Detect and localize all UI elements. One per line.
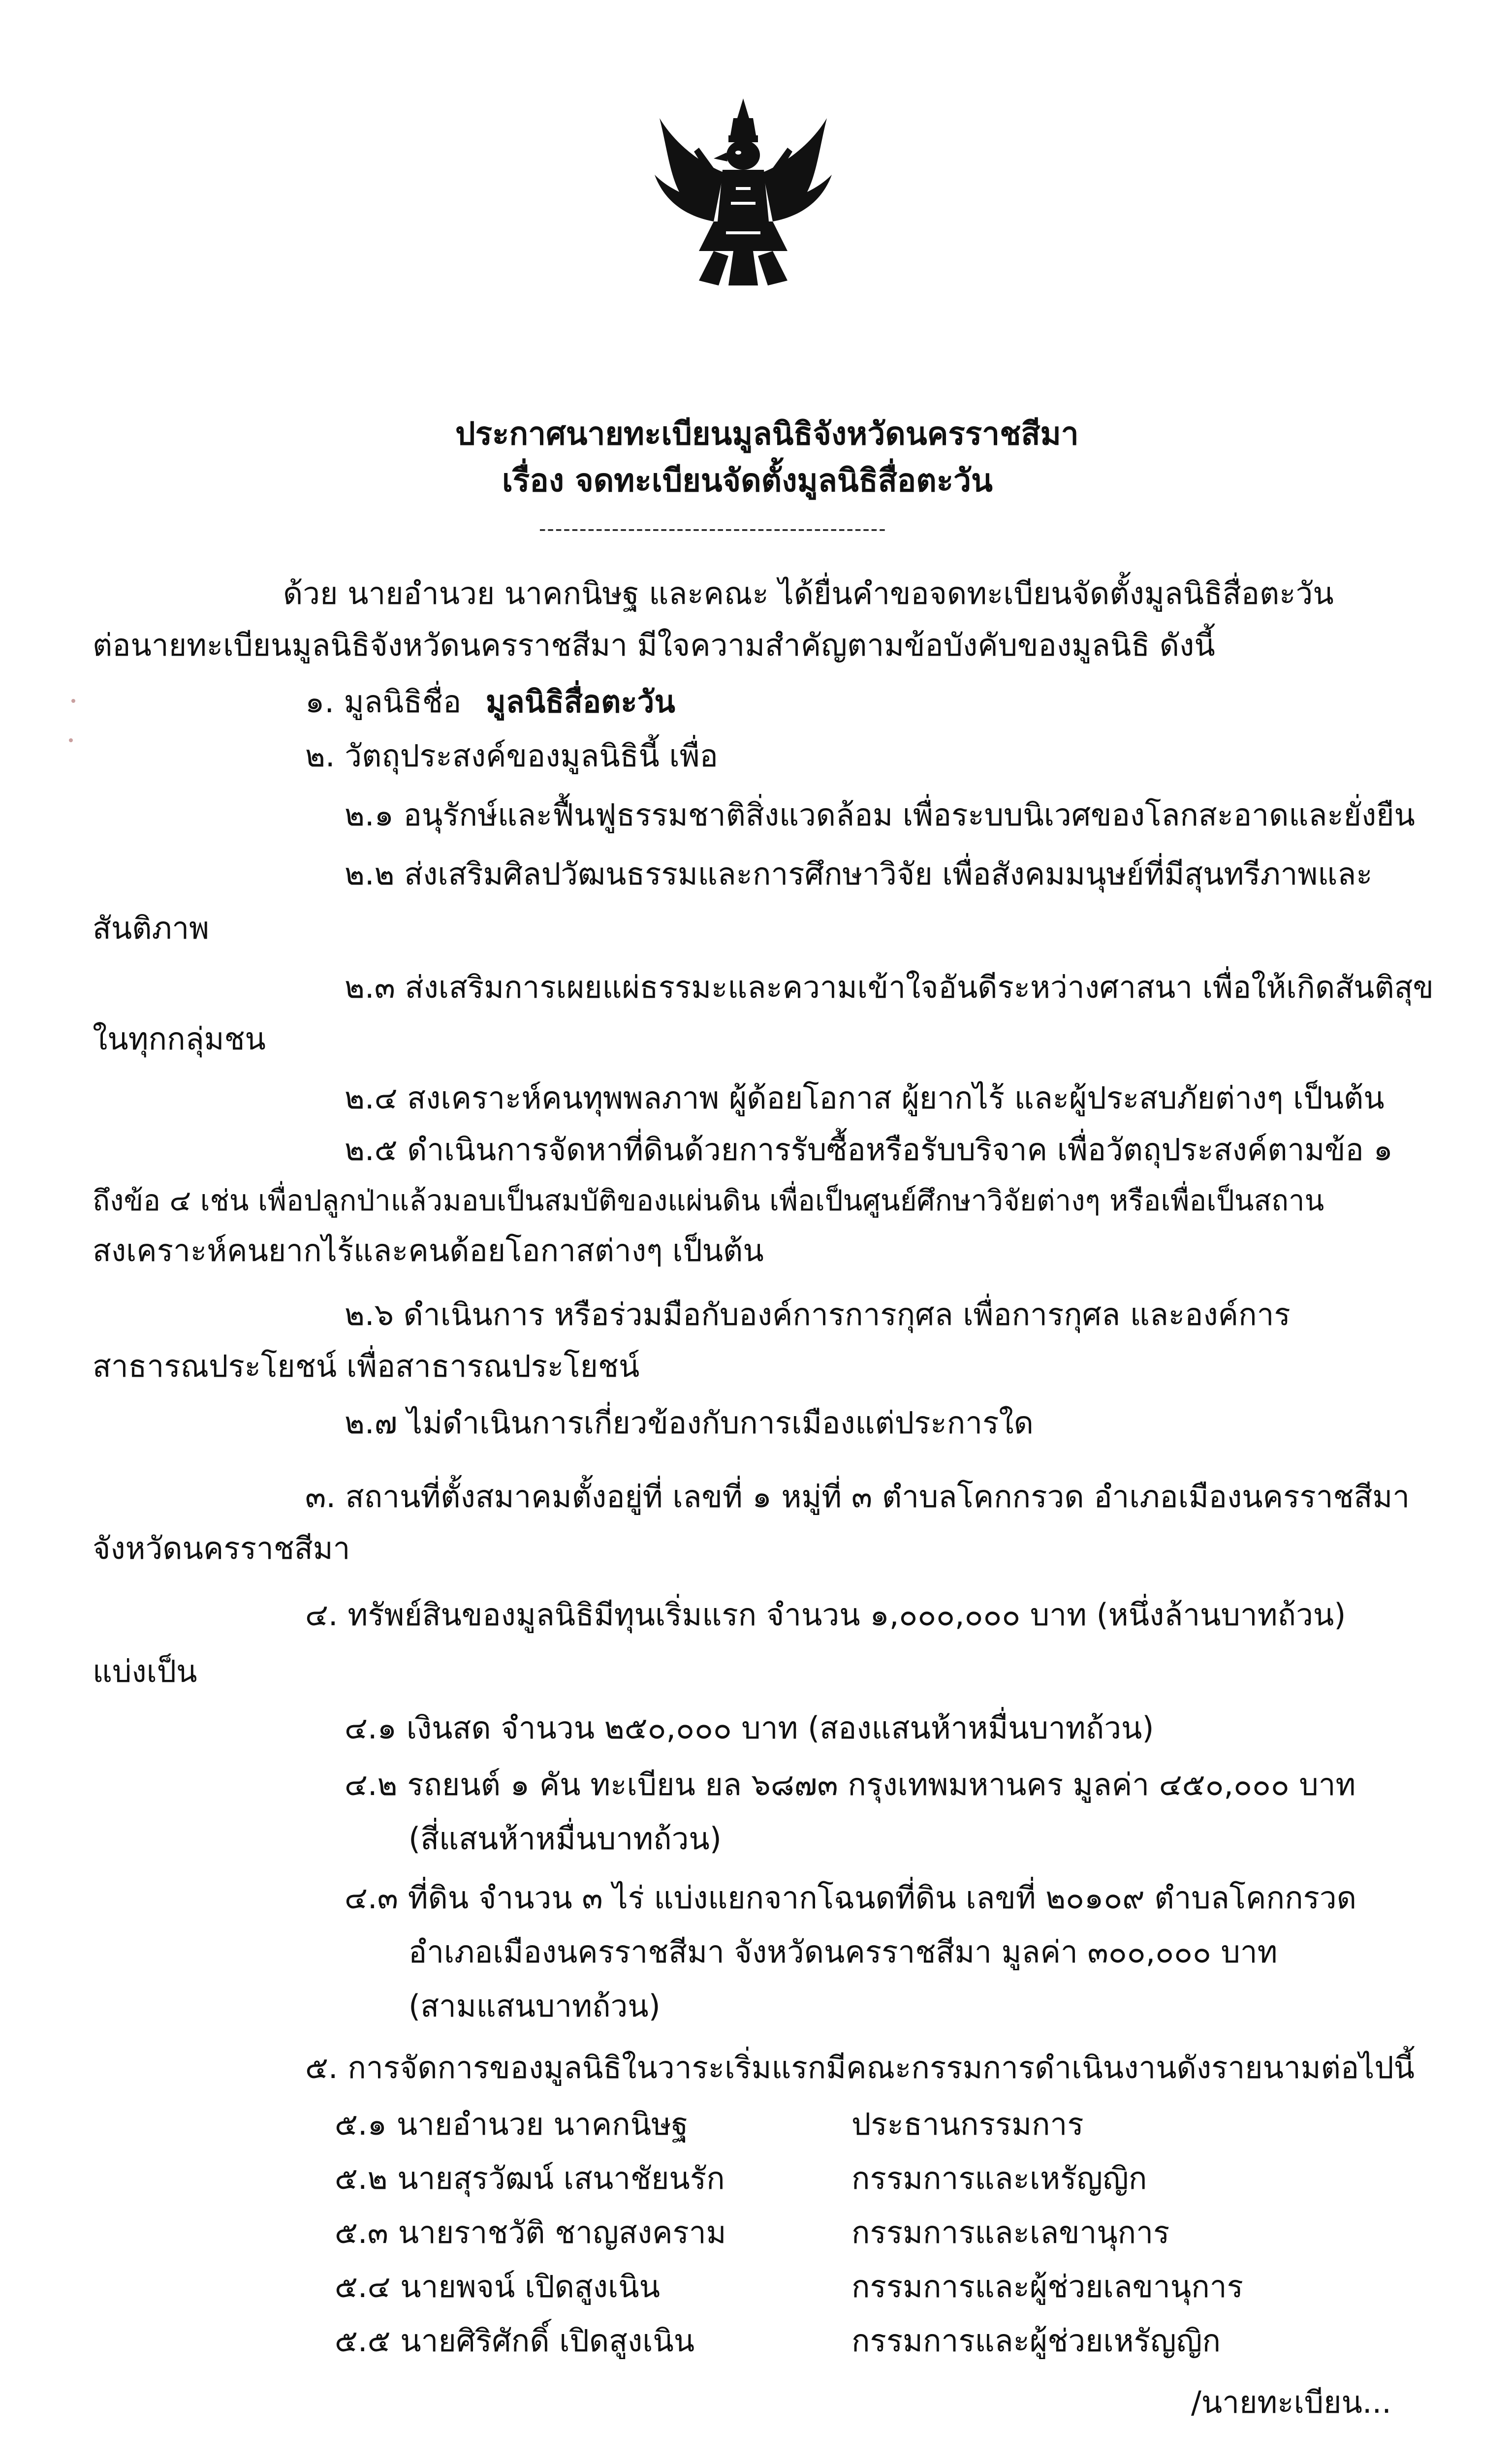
objective-2-7: ๒.๗ ไม่ดำเนินการเกี่ยวข้องกับการเมืองแต่ประการใด — [345, 1405, 1034, 1441]
intro-line2: ต่อนายทะเบียนมูลนิธิจังหวัดนครราชสีมา มีใจความสำคัญตามข้อบังคับของมูลนิธิ ดังนี้ — [93, 627, 1215, 663]
committee-member-name: ๕.๕ นายศิริศักดิ์ เปิดสูงเนิน — [335, 2323, 695, 2359]
speck-mark — [71, 699, 75, 703]
location-line2: จังหวัดนครราชสีมา — [93, 1530, 350, 1566]
committee-member-role: กรรมการและผู้ช่วยเหรัญญิก — [851, 2323, 1221, 2359]
page-title: ประกาศนายทะเบียนมูลนิธิจังหวัดนครราชสีมา — [455, 416, 1079, 452]
continuation-note: /นายทะเบียน... — [1191, 2384, 1391, 2420]
committee-member-name: ๕.๔ นายพจน์ เปิดสูงเนิน — [335, 2269, 660, 2304]
objective-2-2-line1: ๒.๒ ส่งเสริมศิลปวัฒนธรรมและการศึกษาวิจัย เพื่อสังคมมนุษย์ที่มีสุนทรีภาพและ — [345, 856, 1373, 892]
garuda-emblem-icon — [640, 89, 847, 295]
objectives-heading: ๒. วัตถุประสงค์ของมูลนิธินี้ เพื่อ — [305, 738, 718, 774]
objective-2-3-line1: ๒.๓ ส่งเสริมการเผยแผ่ธรรมะและความเข้าใจอันดีระหว่างศาสนา เพื่อให้เกิดสันติสุข — [345, 969, 1434, 1005]
location-line1: ๓. สถานที่ตั้งสมาคมตั้งอยู่ที่ เลขที่ ๑ หมู่ที่ ๓ ตำบลโคกกรวด อำเภอเมืองนครราชสีมา — [305, 1479, 1410, 1514]
objective-2-3-line2: ในทุกกลุ่มชน — [93, 1021, 266, 1057]
asset-4-1: ๔.๑ เงินสด จำนวน ๒๕๐,๐๐๐ บาท (สองแสนห้าหมื่นบาทถ้วน) — [345, 1710, 1154, 1746]
title-separator: ------------------------------------------- — [539, 518, 887, 540]
asset-4-2-line1: ๔.๒ รถยนต์ ๑ คัน ทะเบียน ยล ๖๘๗๓ กรุงเทพมหานคร มูลค่า ๔๕๐,๐๐๐ บาท — [345, 1767, 1356, 1802]
page-subtitle: เรื่อง จดทะเบียนจัดตั้งมูลนิธิสื่อตะวัน — [502, 463, 993, 499]
foundation-name-label: ๑. มูลนิธิชื่อ — [305, 684, 462, 720]
objective-2-4: ๒.๔ สงเคราะห์คนทุพพลภาพ ผู้ด้อยโอกาส ผู้ยากไร้ และผู้ประสบภัยต่างๆ เป็นต้น — [345, 1080, 1385, 1116]
objective-2-1: ๒.๑ อนุรักษ์และฟื้นฟูธรรมชาติสิ่งแวดล้อม เพื่อระบบนิเวศของโลกสะอาดและยั่งยืน — [345, 797, 1415, 833]
committee-heading: ๕. การจัดการของมูลนิธิในวาระเริ่มแรกมีคณะกรรมการดำเนินงานดังรายนามต่อไปนี้ — [305, 2050, 1415, 2085]
asset-4-3-line2: อำเภอเมืองนครราชสีมา จังหวัดนครราชสีมา มูลค่า ๓๐๐,๐๐๐ บาท — [409, 1934, 1278, 1970]
committee-member-role: กรรมการและผู้ช่วยเลขานุการ — [851, 2269, 1243, 2304]
committee-member-name: ๕.๒ นายสุรวัฒน์ เสนาชัยนรัก — [335, 2160, 725, 2196]
objective-2-6-line2: สาธารณประโยชน์ เพื่อสาธารณประโยชน์ — [93, 1348, 640, 1384]
speck-mark — [69, 738, 73, 742]
assets-line1: ๔. ทรัพย์สินของมูลนิธิมีทุนเริ่มแรก จำนวน ๑,๐๐๐,๐๐๐ บาท (หนึ่งล้านบาทถ้วน) — [305, 1597, 1346, 1633]
asset-4-2-line2: (สี่แสนห้าหมื่นบาทถ้วน) — [409, 1821, 722, 1857]
objective-2-5-line3: สงเคราะห์คนยากไร้และคนด้อยโอกาสต่างๆ เป็นต้น — [93, 1232, 764, 1268]
committee-member-role: กรรมการและเลขานุการ — [851, 2214, 1170, 2250]
committee-member-role: กรรมการและเหรัญญิก — [851, 2160, 1147, 2196]
objective-2-5-line1: ๒.๕ ดำเนินการจัดหาที่ดินด้วยการรับซื้อหรือรับบริจาค เพื่อวัตถุประสงค์ตามข้อ ๑ — [345, 1132, 1393, 1167]
assets-line2: แบ่งเป็น — [93, 1653, 197, 1689]
committee-member-role: ประธานกรรมการ — [851, 2106, 1084, 2142]
objective-2-5-line2: ถึงข้อ ๔ เช่น เพื่อปลูกป่าแล้วมอบเป็นสมบัติของแผ่นดิน เพื่อเป็นศูนย์ศึกษาวิจัยต่างๆ หรือเพื่อเป็นสถาน — [93, 1184, 1324, 1217]
committee-member-name: ๕.๓ นายราชวัติ ชาญสงคราม — [335, 2214, 726, 2250]
asset-4-3-line1: ๔.๓ ที่ดิน จำนวน ๓ ไร่ แบ่งแยกจากโฉนดที่ดิน เลขที่ ๒๐๑๐๙ ตำบลโคกกรวด — [345, 1880, 1356, 1916]
objective-2-2-line2: สันติภาพ — [93, 910, 210, 946]
foundation-name-value: มูลนิธิสื่อตะวัน — [485, 684, 675, 720]
asset-4-3-line3: (สามแสนบาทถ้วน) — [409, 1988, 661, 2024]
intro-line1: ด้วย นายอำนวย นาคกนิษฐ และคณะ ได้ยื่นคำขอจดทะเบียนจัดตั้งมูลนิธิสื่อตะวัน — [283, 575, 1334, 611]
committee-member-name: ๕.๑ นายอำนวย นาคกนิษฐ — [335, 2106, 689, 2142]
foundation-name-line — [305, 684, 675, 720]
objective-2-6-line1: ๒.๖ ดำเนินการ หรือร่วมมือกับองค์การการกุศล เพื่อการกุศล และองค์การ — [345, 1296, 1291, 1332]
